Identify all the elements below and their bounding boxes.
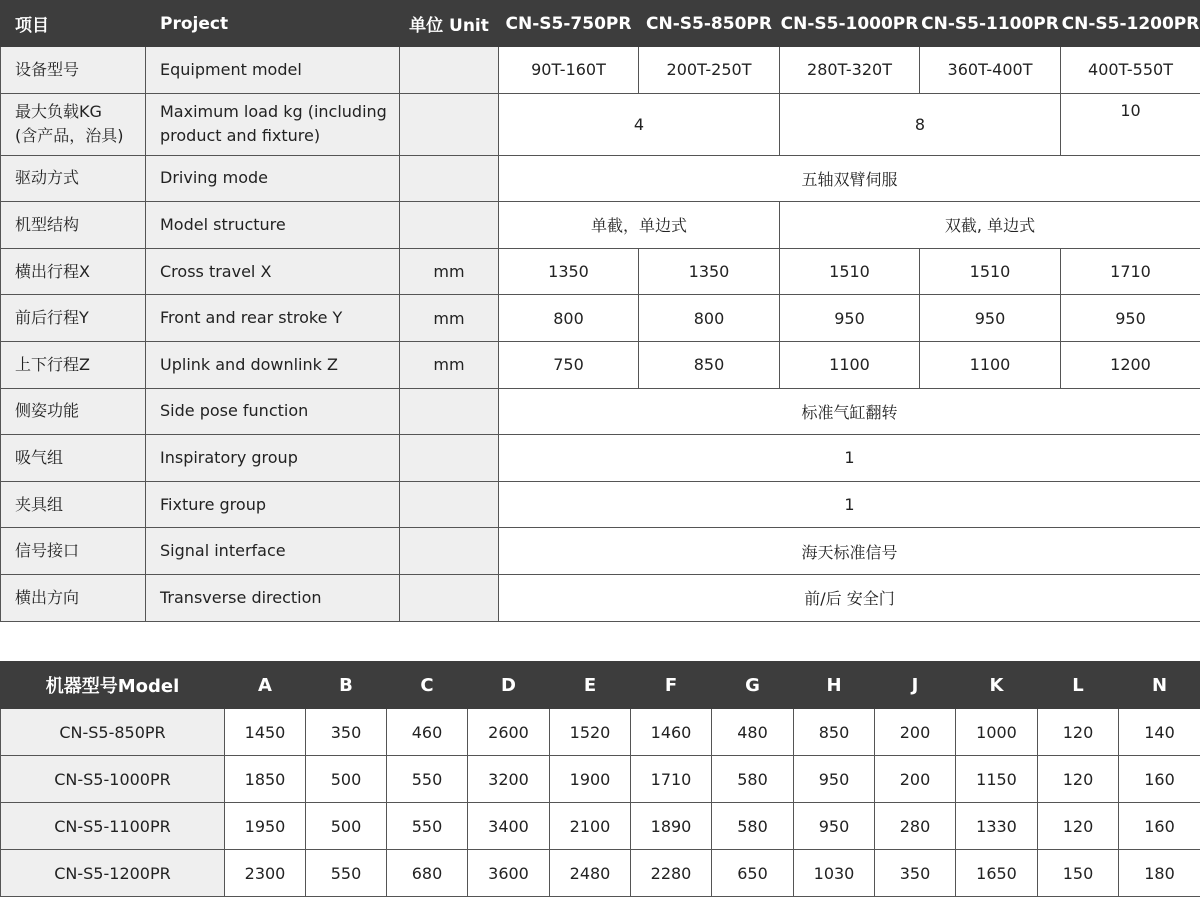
value-cell: 1510 xyxy=(920,248,1061,295)
table-row xyxy=(1,850,1200,897)
dimension-cell: 2480 xyxy=(550,850,631,897)
unit-cell xyxy=(400,528,499,575)
row-driving-mode xyxy=(1,155,1200,202)
label-en: Driving mode xyxy=(146,155,400,202)
dimension-cell: 950 xyxy=(794,803,875,850)
value-cell: 单截，单边式 xyxy=(499,202,780,249)
dimension-cell: 160 xyxy=(1119,803,1200,850)
label-cn: 信号接口 xyxy=(1,528,146,575)
value-cell: 360T-400T xyxy=(920,47,1061,94)
value-cell: 海天标准信号 xyxy=(499,528,1200,575)
label-en: Transverse direction xyxy=(146,574,400,621)
dimension-cell: 120 xyxy=(1038,709,1119,756)
header-model: CN-S5-750PR xyxy=(499,1,639,47)
dimension-cell: 1900 xyxy=(550,756,631,803)
header-dimension: D xyxy=(468,662,550,709)
table-row xyxy=(1,803,1200,850)
header-dimension: E xyxy=(550,662,631,709)
spec-header-row xyxy=(1,1,1200,47)
label-en: Front and rear stroke Y xyxy=(146,295,400,342)
dimension-cell: 550 xyxy=(387,803,468,850)
label-en: Model structure xyxy=(146,202,400,249)
value-cell: 950 xyxy=(1061,295,1200,342)
label-cn: 前后行程Y xyxy=(1,295,146,342)
dimension-cell: 580 xyxy=(712,803,794,850)
value-cell: 1200 xyxy=(1061,341,1200,388)
row-equipment-model xyxy=(1,47,1200,94)
dimension-cell: 1150 xyxy=(956,756,1038,803)
value-cell: 850 xyxy=(639,341,780,388)
value-cell: 1 xyxy=(499,481,1200,528)
dimension-cell: 1950 xyxy=(225,803,306,850)
dimension-cell: 3600 xyxy=(468,850,550,897)
row-stroke-z xyxy=(1,341,1200,388)
value-cell: 950 xyxy=(920,295,1061,342)
value-cell: 五轴双臂伺服 xyxy=(499,155,1200,202)
label-cn-line1: 最大负载KG xyxy=(15,102,102,121)
header-dimension: F xyxy=(631,662,712,709)
dimension-cell: 1450 xyxy=(225,709,306,756)
row-side-pose xyxy=(1,388,1200,435)
header-unit: 单位 Unit xyxy=(400,1,499,47)
label-cn: 侧姿功能 xyxy=(1,388,146,435)
unit-cell xyxy=(400,435,499,482)
value-cell: 950 xyxy=(780,295,920,342)
dimension-cell: 2280 xyxy=(631,850,712,897)
dimension-cell: 3200 xyxy=(468,756,550,803)
unit-cell xyxy=(400,388,499,435)
dimension-cell: 1650 xyxy=(956,850,1038,897)
value-cell: 双截, 单边式 xyxy=(780,202,1200,249)
dimension-table xyxy=(0,661,1200,897)
row-stroke-y xyxy=(1,295,1200,342)
label-en: Cross travel X xyxy=(146,248,400,295)
label-cn: 设备型号 xyxy=(1,47,146,94)
dimension-header-row xyxy=(1,662,1200,709)
dimension-cell: 2100 xyxy=(550,803,631,850)
dimension-cell: 150 xyxy=(1038,850,1119,897)
value-cell: 8 xyxy=(780,93,1061,155)
header-dimension: G xyxy=(712,662,794,709)
dimension-cell: 1030 xyxy=(794,850,875,897)
dimension-cell: 2600 xyxy=(468,709,550,756)
value-cell: 1350 xyxy=(499,248,639,295)
unit-cell xyxy=(400,93,499,155)
dimension-cell: 950 xyxy=(794,756,875,803)
label-cn: 驱动方式 xyxy=(1,155,146,202)
dimension-cell: 1000 xyxy=(956,709,1038,756)
value-cell: 200T-250T xyxy=(639,47,780,94)
dimension-cell: 550 xyxy=(387,756,468,803)
model-cell: CN-S5-1200PR xyxy=(1,850,225,897)
value-cell: 1710 xyxy=(1061,248,1200,295)
dimension-cell: 280 xyxy=(875,803,956,850)
unit-cell: mm xyxy=(400,341,499,388)
dimension-cell: 1520 xyxy=(550,709,631,756)
header-dimension: A xyxy=(225,662,306,709)
dimension-cell: 850 xyxy=(794,709,875,756)
dimension-cell: 500 xyxy=(306,756,387,803)
value-cell: 标准气缸翻转 xyxy=(499,388,1200,435)
row-fixture-group xyxy=(1,481,1200,528)
header-machine-model: 机器型号Model xyxy=(1,662,225,709)
unit-cell: mm xyxy=(400,295,499,342)
dimension-cell: 460 xyxy=(387,709,468,756)
label-en: Equipment model xyxy=(146,47,400,94)
label-en: Side pose function xyxy=(146,388,400,435)
dimension-cell: 160 xyxy=(1119,756,1200,803)
label-en: Inspiratory group xyxy=(146,435,400,482)
header-dimension: N xyxy=(1119,662,1200,709)
dimension-cell: 680 xyxy=(387,850,468,897)
header-model: CN-S5-850PR xyxy=(639,1,780,47)
header-model: CN-S5-1200PR xyxy=(1061,1,1200,47)
dimension-cell: 1850 xyxy=(225,756,306,803)
dimension-cell: 1330 xyxy=(956,803,1038,850)
header-model: CN-S5-1000PR xyxy=(780,1,920,47)
label-en: Signal interface xyxy=(146,528,400,575)
dimension-cell: 350 xyxy=(306,709,387,756)
dimension-cell: 1710 xyxy=(631,756,712,803)
dimension-cell: 120 xyxy=(1038,756,1119,803)
dimension-cell: 200 xyxy=(875,756,956,803)
value-cell: 1100 xyxy=(920,341,1061,388)
dimension-cell: 550 xyxy=(306,850,387,897)
value-cell: 800 xyxy=(639,295,780,342)
value-cell: 1350 xyxy=(639,248,780,295)
row-inspiratory-group xyxy=(1,435,1200,482)
label-cn xyxy=(1,93,146,155)
dimension-cell: 3400 xyxy=(468,803,550,850)
header-dimension: L xyxy=(1038,662,1119,709)
model-cell: CN-S5-1000PR xyxy=(1,756,225,803)
label-en-line2: product and fixture) xyxy=(160,126,320,145)
unit-cell xyxy=(400,47,499,94)
value-cell: 1510 xyxy=(780,248,920,295)
table-row xyxy=(1,709,1200,756)
value-cell: 750 xyxy=(499,341,639,388)
row-transverse-direction xyxy=(1,574,1200,621)
value-cell: 10 xyxy=(1061,93,1200,155)
label-en: Uplink and downlink Z xyxy=(146,341,400,388)
model-cell: CN-S5-1100PR xyxy=(1,803,225,850)
label-cn-line2: (含产品，治具) xyxy=(15,126,124,145)
label-en xyxy=(146,93,400,155)
header-model: CN-S5-1100PR xyxy=(920,1,1061,47)
header-dimension: C xyxy=(387,662,468,709)
unit-cell xyxy=(400,202,499,249)
dimension-cell: 1890 xyxy=(631,803,712,850)
label-cn: 机型结构 xyxy=(1,202,146,249)
row-cross-travel-x xyxy=(1,248,1200,295)
label-cn: 吸气组 xyxy=(1,435,146,482)
dimension-cell: 140 xyxy=(1119,709,1200,756)
dimension-cell: 480 xyxy=(712,709,794,756)
table-row xyxy=(1,756,1200,803)
value-cell: 1100 xyxy=(780,341,920,388)
header-dimension: H xyxy=(794,662,875,709)
label-en-line1: Maximum load kg (including xyxy=(160,102,387,121)
label-cn: 横出行程X xyxy=(1,248,146,295)
header-project: Project xyxy=(146,1,400,47)
header-dimension: K xyxy=(956,662,1038,709)
value-cell: 4 xyxy=(499,93,780,155)
unit-cell: mm xyxy=(400,248,499,295)
label-cn: 夹具组 xyxy=(1,481,146,528)
value-cell: 800 xyxy=(499,295,639,342)
value-cell: 280T-320T xyxy=(780,47,920,94)
dimension-cell: 200 xyxy=(875,709,956,756)
value-cell: 90T-160T xyxy=(499,47,639,94)
unit-cell xyxy=(400,155,499,202)
dimension-cell: 180 xyxy=(1119,850,1200,897)
label-cn: 上下行程Z xyxy=(1,341,146,388)
label-cn: 横出方向 xyxy=(1,574,146,621)
value-cell: 前/后 安全门 xyxy=(499,574,1200,621)
dimension-cell: 500 xyxy=(306,803,387,850)
dimension-cell: 1460 xyxy=(631,709,712,756)
header-dimension: B xyxy=(306,662,387,709)
model-cell: CN-S5-850PR xyxy=(1,709,225,756)
row-model-structure xyxy=(1,202,1200,249)
header-item: 项目 xyxy=(1,1,146,47)
dimension-cell: 120 xyxy=(1038,803,1119,850)
dimension-cell: 580 xyxy=(712,756,794,803)
header-dimension: J xyxy=(875,662,956,709)
value-cell: 400T-550T xyxy=(1061,47,1200,94)
row-max-load xyxy=(1,93,1200,155)
dimension-cell: 2300 xyxy=(225,850,306,897)
label-en: Fixture group xyxy=(146,481,400,528)
row-signal-interface xyxy=(1,528,1200,575)
dimension-cell: 650 xyxy=(712,850,794,897)
value-cell: 1 xyxy=(499,435,1200,482)
unit-cell xyxy=(400,481,499,528)
dimension-cell: 350 xyxy=(875,850,956,897)
unit-cell xyxy=(400,574,499,621)
